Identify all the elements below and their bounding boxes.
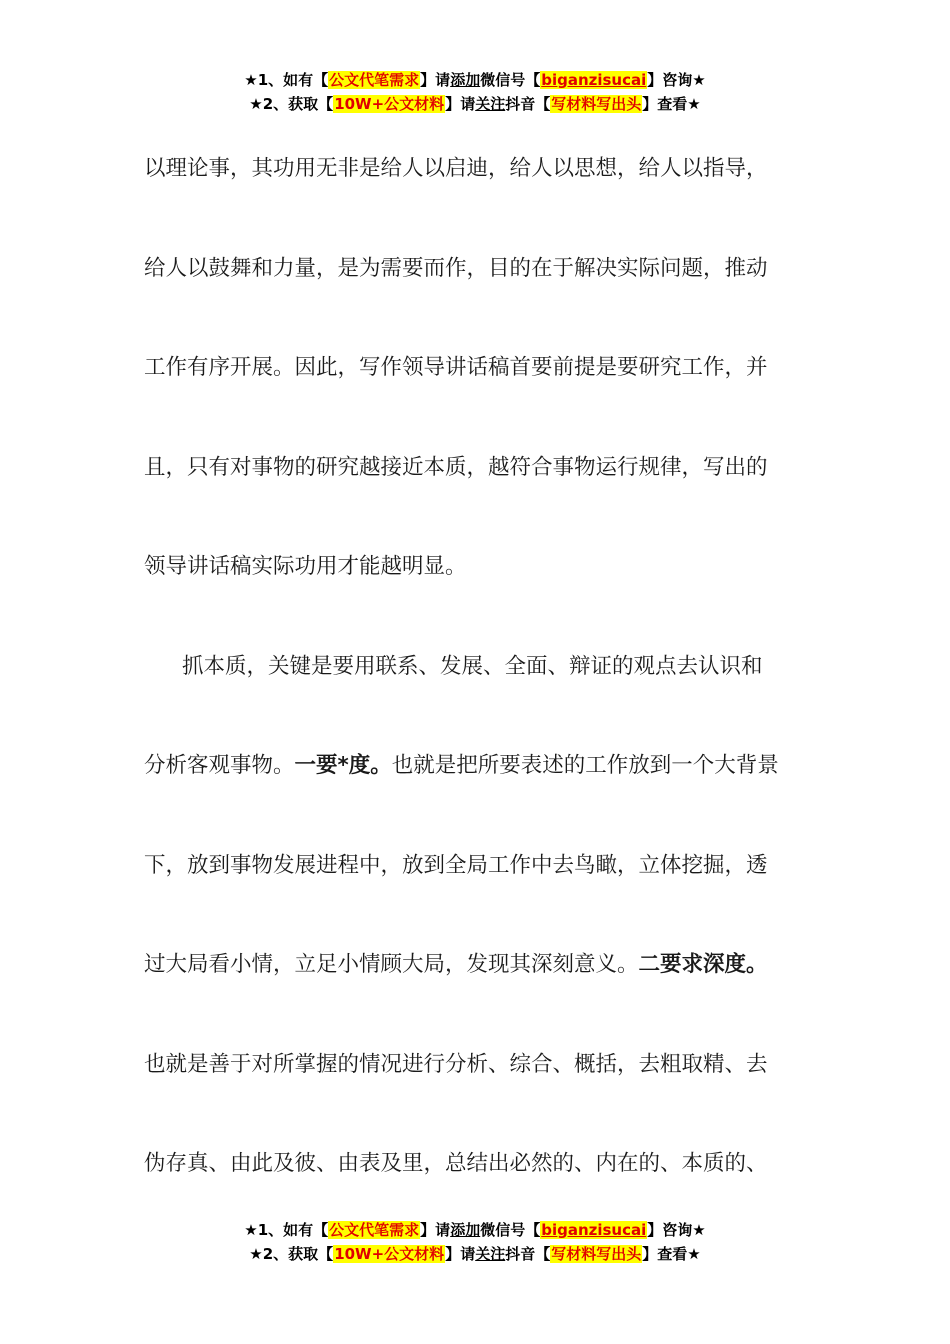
paragraph-2-line-2 — [144, 716, 806, 816]
paragraph-1-line-3: 工作有序开展。因此，写作领导讲话稿首要前提是要研究工作，并 — [144, 355, 768, 380]
banner-text: ★1、如有【 — [244, 71, 329, 89]
banner-highlight: 写材料写出头 — [551, 95, 642, 113]
banner-underlined-text: 添加 — [450, 1221, 481, 1239]
banner-text: 】请 — [420, 1221, 451, 1239]
wechat-id-link[interactable]: biganzisucai — [541, 1221, 647, 1239]
paragraph-2-line-1: 抓本质，关键是要用联系、发展、全面、辩证的观点去认识和 — [182, 653, 763, 679]
banner-text: ★2、获取【 — [249, 1245, 334, 1263]
banner-text: 抖音【 — [505, 1245, 551, 1263]
banner-text: 】咨询★ — [647, 71, 706, 89]
banner-underlined-text: 添加 — [450, 71, 481, 89]
banner-text: 】查看★ — [642, 95, 701, 113]
header-banner — [0, 68, 950, 116]
banner-text: 】请 — [445, 1245, 476, 1263]
banner-text: 】咨询★ — [647, 1221, 706, 1239]
banner-text: ★1、如有【 — [244, 1221, 329, 1239]
banner-highlight: 公文代笔需求 — [329, 71, 420, 89]
wechat-id-link[interactable]: biganzisucai — [541, 71, 647, 89]
banner-text: 微信号【 — [480, 71, 541, 89]
paragraph-1-line-1: 以理论事，其功用无非是给人以启迪，给人以思想，给人以指导， — [144, 156, 768, 181]
body-text: 过大局看小情，立足小情顾大局，发现其深刻意义。 — [144, 952, 639, 977]
footer-banner — [0, 1218, 950, 1266]
banner-text: ★2、获取【 — [249, 95, 334, 113]
banner-text: 】请 — [420, 71, 451, 89]
banner-highlight: 公文代笔需求 — [329, 1221, 420, 1239]
paragraph-1-line-2: 给人以鼓舞和力量，是为需要而作，目的在于解决实际问题，推动 — [144, 255, 768, 281]
body-text: 分析客观事物。 — [144, 753, 295, 778]
document-body — [144, 119, 806, 1214]
banner-text: 】请 — [445, 95, 476, 113]
body-text: 也就是把所要表述的工作放到一个大背景 — [391, 753, 779, 778]
banner-text: 抖音【 — [505, 95, 551, 113]
header-banner-line-1 — [0, 68, 950, 92]
banner-highlight: 10W+公文材料 — [334, 1245, 445, 1263]
paragraph-2-line-4 — [144, 915, 806, 1015]
header-banner-line-2 — [0, 92, 950, 116]
banner-underlined-text: 关注 — [475, 95, 506, 113]
paragraph-1-line-4: 且，只有对事物的研究越接近本质，越符合事物运行规律，写出的 — [144, 454, 768, 480]
paragraph-2-line-5: 也就是善于对所掌握的情况进行分析、综合、概括，去粗取精、去 — [144, 1051, 768, 1077]
banner-highlight: 写材料写出头 — [551, 1245, 642, 1263]
banner-highlight: 10W+公文材料 — [334, 95, 445, 113]
banner-underlined-text: 关注 — [475, 1245, 506, 1263]
bold-point-1: 一要*度。 — [294, 753, 392, 778]
banner-text: 微信号【 — [480, 1221, 541, 1239]
bold-point-2: 二要求深度。 — [638, 952, 768, 977]
paragraph-2-line-3: 下，放到事物发展进程中，放到全局工作中去鸟瞰，立体挖掘，透 — [144, 852, 768, 878]
footer-banner-line-2 — [0, 1242, 950, 1266]
paragraph-2-line-6: 伪存真、由此及彼、由表及里，总结出必然的、内在的、本质的、 — [144, 1151, 768, 1176]
footer-banner-line-1 — [0, 1218, 950, 1242]
banner-text: 】查看★ — [642, 1245, 701, 1263]
paragraph-1-line-5: 领导讲话稿实际功用才能越明显。 — [144, 554, 467, 579]
